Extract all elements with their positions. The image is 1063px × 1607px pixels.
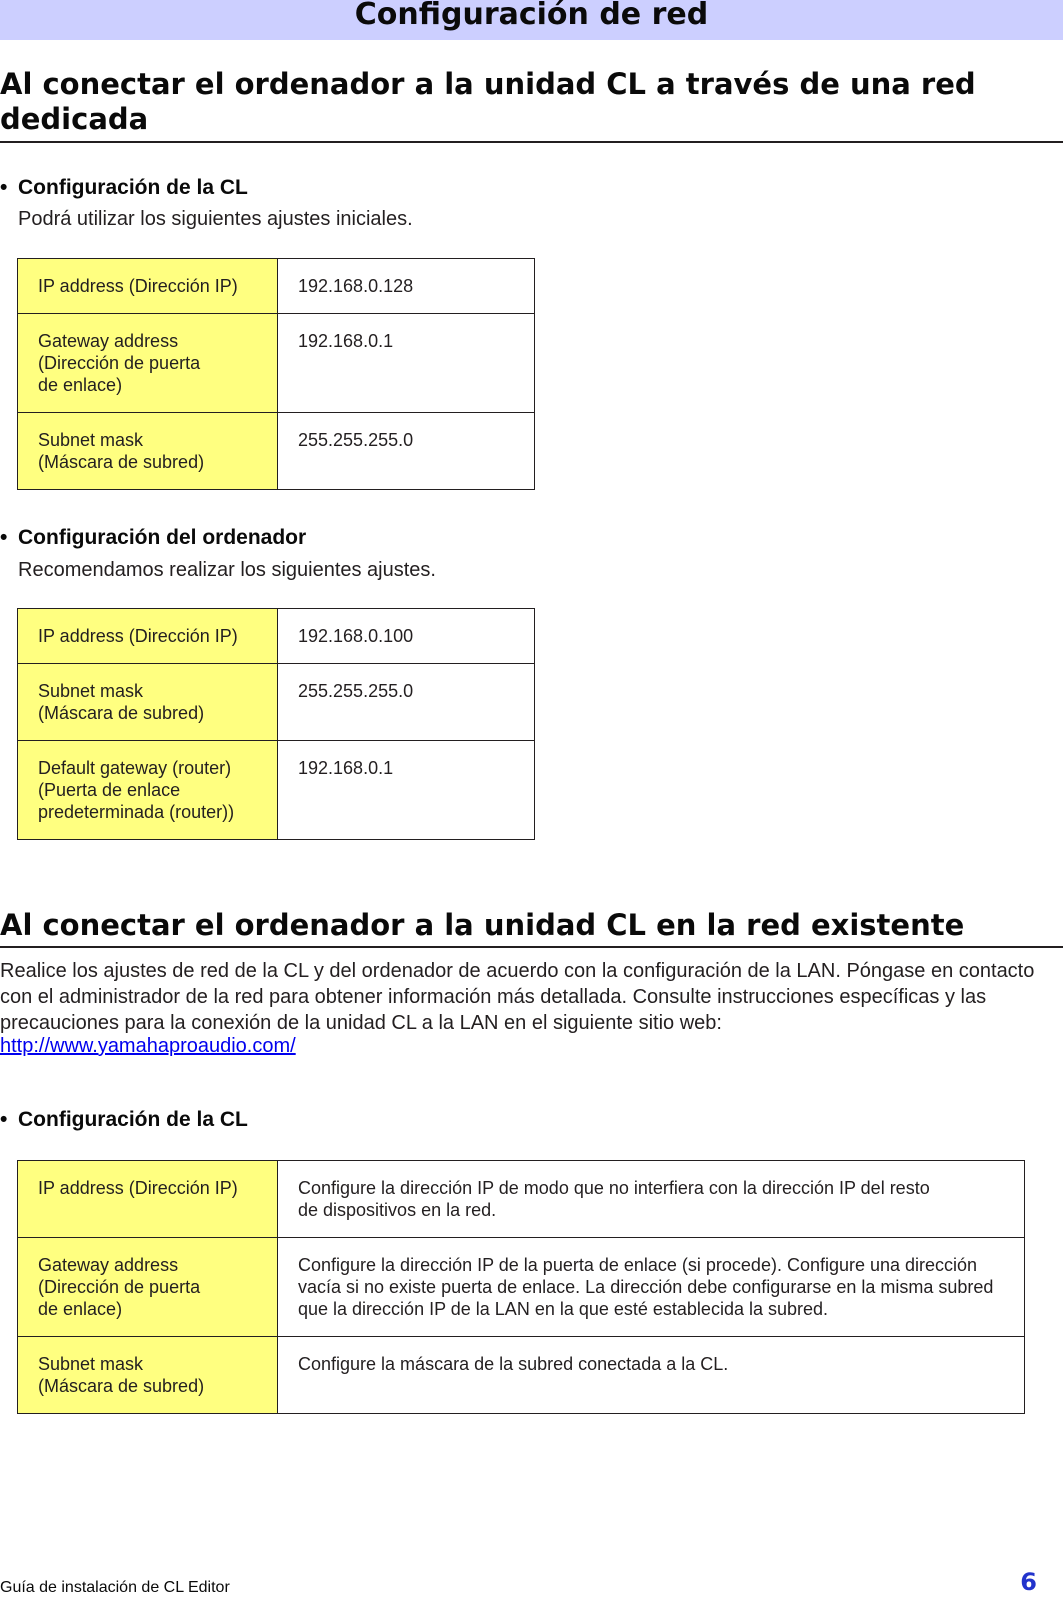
table-row bbox=[18, 1238, 1025, 1337]
section2-paragraph: Realice los ajustes de red de la CL y del ordenador de acuerdo con la configuración de la LAN. Póngase en contacto con el administrador de la red para obtener información más detallada. Consulte instrucciones específicas y las precauciones para la conexión de la unidad CL a la LAN en el siguiente sitio web: bbox=[0, 960, 1035, 1034]
setting-label: Subnet mask (Máscara de subred) bbox=[18, 1337, 278, 1414]
cl-config-note: Podrá utilizar los siguientes ajustes iniciales. bbox=[18, 208, 413, 230]
cl-existing-config-table bbox=[17, 1160, 1025, 1414]
table-row bbox=[18, 1161, 1025, 1238]
setting-value: 255.255.255.0 bbox=[278, 413, 535, 490]
footer-document-title: Guía de instalación de CL Editor bbox=[0, 1579, 230, 1596]
setting-label: Subnet mask (Máscara de subred) bbox=[18, 413, 278, 490]
section2-heading bbox=[0, 908, 1063, 948]
cl-config-title: Configuración de la CL bbox=[18, 176, 248, 199]
setting-label: Gateway address (Dirección de puerta de enlace) bbox=[18, 1238, 278, 1337]
cl-existing-config-heading bbox=[0, 1108, 248, 1132]
section1-heading-line2: dedicada bbox=[0, 102, 149, 136]
pc-config-heading bbox=[0, 526, 306, 550]
table-row bbox=[18, 1337, 1025, 1414]
table-row bbox=[18, 741, 535, 840]
section2-heading-text: Al conectar el ordenador a la unidad CL en la red existente bbox=[0, 908, 965, 942]
setting-label: IP address (Dirección IP) bbox=[18, 609, 278, 664]
page-title-banner bbox=[0, 0, 1063, 40]
setting-value: Configure la dirección IP de la puerta de enlace (si procede). Configure una dirección vacía si no existe puerta de enlace. La dirección debe configurarse en la misma subred que la dirección IP de la LAN en la que esté establecida la subred. bbox=[278, 1238, 1025, 1337]
cl-existing-config-title: Configuración de la CL bbox=[18, 1108, 248, 1131]
table-row bbox=[18, 609, 535, 664]
setting-value: Configure la dirección IP de modo que no interfiera con la dirección IP del resto de dispositivos en la red. bbox=[278, 1161, 1025, 1238]
cl-config-heading bbox=[0, 176, 248, 200]
bullet: • bbox=[0, 1108, 8, 1131]
setting-value: 192.168.0.1 bbox=[278, 741, 535, 840]
setting-label: Default gateway (router) (Puerta de enlace predeterminada (router)) bbox=[18, 741, 278, 840]
section1-heading-line1: Al conectar el ordenador a la unidad CL a través de una red bbox=[0, 67, 976, 101]
setting-value: Configure la máscara de la subred conectada a la CL. bbox=[278, 1337, 1025, 1414]
setting-value: 192.168.0.1 bbox=[278, 314, 535, 413]
bullet: • bbox=[0, 526, 8, 549]
pc-config-note: Recomendamos realizar los siguientes ajustes. bbox=[18, 559, 436, 581]
bullet: • bbox=[0, 176, 8, 199]
table-row bbox=[18, 259, 535, 314]
table-row bbox=[18, 664, 535, 741]
setting-value: 192.168.0.100 bbox=[278, 609, 535, 664]
table-row bbox=[18, 314, 535, 413]
setting-label: IP address (Dirección IP) bbox=[18, 259, 278, 314]
pc-config-title: Configuración del ordenador bbox=[18, 526, 307, 549]
setting-value: 192.168.0.128 bbox=[278, 259, 535, 314]
setting-label: Subnet mask (Máscara de subred) bbox=[18, 664, 278, 741]
setting-value: 255.255.255.0 bbox=[278, 664, 535, 741]
setting-label: IP address (Dirección IP) bbox=[18, 1161, 278, 1238]
table-row bbox=[18, 413, 535, 490]
page-number: 6 bbox=[1020, 1568, 1037, 1596]
setting-label: Gateway address (Dirección de puerta de enlace) bbox=[18, 314, 278, 413]
pc-config-table bbox=[17, 608, 535, 840]
page-title: Configuración de red bbox=[354, 0, 709, 32]
cl-config-table bbox=[17, 258, 535, 490]
yamaha-website-link[interactable]: http://www.yamahaproaudio.com/ bbox=[0, 1035, 296, 1057]
section1-heading bbox=[0, 67, 1063, 143]
